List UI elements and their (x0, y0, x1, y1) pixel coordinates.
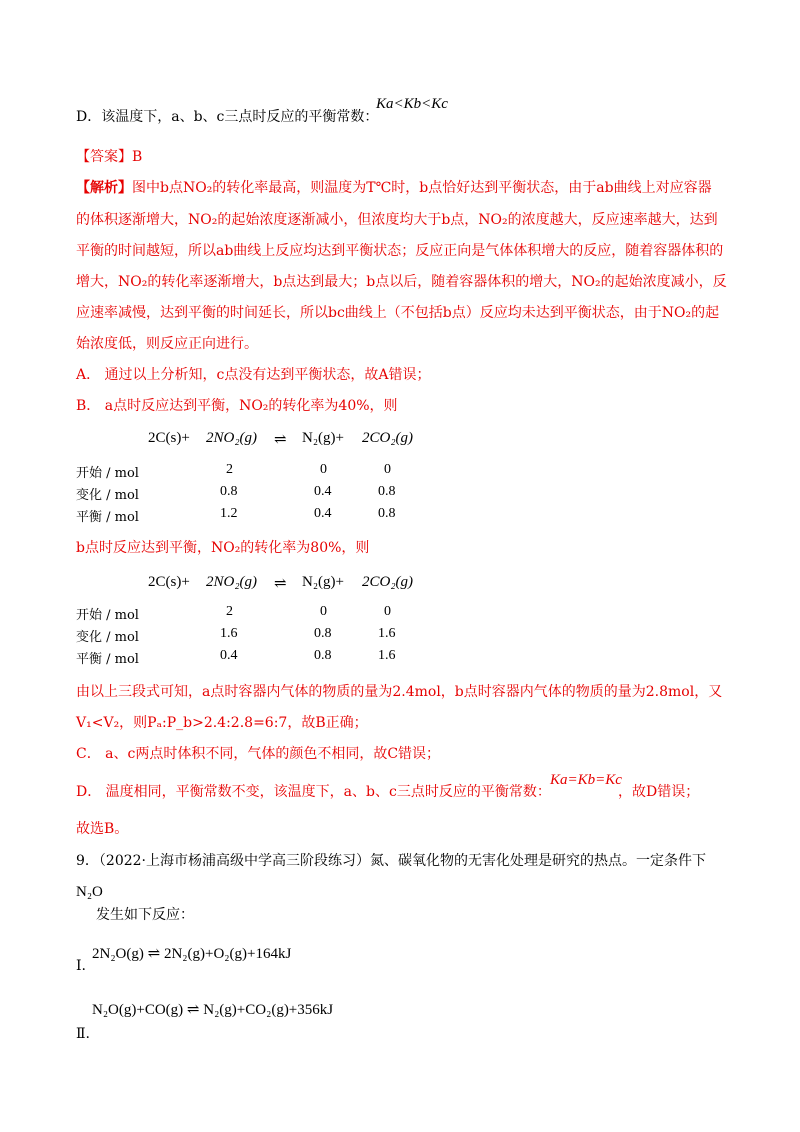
t2-label-0: 开始 / mol (76, 608, 139, 623)
t2-v1-2: 1.6 (378, 626, 396, 641)
t1-v0-2: 0 (384, 462, 391, 477)
reaction-1-label: Ⅰ. (76, 958, 86, 974)
t2-v0-1: 0 (320, 604, 327, 619)
eq2-c3: N₂(g)+ (302, 574, 345, 590)
q9-line-2: 发生如下反应： (96, 907, 194, 923)
option-d2-text: D． 温度相同，平衡常数不变，该温度下，a、b、c三点时反应的平衡常数： (76, 784, 551, 800)
option-d2-formula: Ka=Kb=Kc (550, 772, 622, 788)
option-d-text: D．该温度下，a、b、c三点时反应的平衡常数： (76, 109, 379, 125)
analysis-line-2: 的体积逐渐增大，NO₂的起始浓度逐渐减小，但浓度均大于b点，NO₂的浓度越大，反应速率越大，达到 (76, 212, 718, 228)
reaction-2-label: Ⅱ. (76, 1026, 90, 1042)
t2-v2-0: 0.4 (220, 648, 238, 663)
t1-v1-0: 0.8 (220, 484, 238, 499)
t2-v2-2: 1.6 (378, 648, 396, 663)
option-b-text: B． a点时反应达到平衡，NO₂的转化率为40%，则 (76, 398, 398, 414)
t1-v0-1: 0 (320, 462, 327, 477)
option-a-text: A． 通过以上分析知，c点没有达到平衡状态，故A错误； (76, 367, 431, 383)
t1-v1-2: 0.8 (378, 484, 396, 499)
t2-v1-0: 1.6 (220, 626, 238, 641)
t2-label-1: 变化 / mol (76, 630, 139, 645)
t1-label-2: 平衡 / mol (76, 510, 139, 525)
reaction-1: 2N₂O(g) ⇌ 2N₂(g)+O₂(g)+164kJ (92, 946, 292, 962)
eq2-c4: 2CO₂(g) (362, 574, 414, 590)
t2-v0-2: 0 (384, 604, 391, 619)
eq1-arrow: ⇌ (274, 432, 287, 448)
eq1-c2: 2NO₂(g) (206, 430, 258, 446)
conclusion-line-1: 由以上三段式可知，a点时容器内气体的物质的量为2.4mol，b点时容器内气体的物质的量为2.8mol，又 (76, 684, 723, 700)
analysis-line-4: 增大，NO₂的转化率逐渐增大，b点达到最大；b点以后，随着容器体积的增大，NO₂的起始浓度减小，反 (76, 274, 727, 290)
t1-label-0: 开始 / mol (76, 466, 139, 481)
eq1-c1: 2C(s)+ (148, 430, 190, 446)
q9-line-1: 9．（2022·上海市杨浦高级中学高三阶段练习）氮、碳氧化物的无害化处理是研究的热点。一定条件下 (76, 853, 706, 869)
answer-label: 【答案】B (76, 149, 143, 165)
t2-v2-1: 0.8 (314, 648, 332, 663)
t1-v2-0: 1.2 (220, 506, 238, 521)
t1-v0-0: 2 (226, 462, 233, 477)
analysis-line-5: 应速率减慢，达到平衡的时间延长，所以bc曲线上（不包括b点）反应均未达到平衡状态，由于NO₂的起 (76, 305, 720, 321)
eq1-c4: 2CO₂(g) (362, 430, 414, 446)
t2-v0-0: 2 (226, 604, 233, 619)
b-line-text: b点时反应达到平衡，NO₂的转化率为80%，则 (76, 540, 370, 556)
analysis-tag: 【解析】 (76, 180, 132, 196)
t1-v1-1: 0.4 (314, 484, 332, 499)
reaction-2: N₂O(g)+CO(g) ⇌ N₂(g)+CO₂(g)+356kJ (92, 1002, 334, 1018)
t1-label-1: 变化 / mol (76, 488, 139, 503)
t1-v2-2: 0.8 (378, 506, 396, 521)
analysis-line-1 (76, 178, 712, 198)
choose-text: 故选B。 (76, 821, 129, 837)
t1-v2-1: 0.4 (314, 506, 332, 521)
conclusion-line-2: V₁<V₂，则Pₐ:P_b>2.4:2.8=6:7，故B正确； (76, 715, 368, 731)
eq2-c2: 2NO₂(g) (206, 574, 258, 590)
option-c-text: C． a、c两点时体积不同，气体的颜色不相同，故C错误； (76, 746, 441, 762)
eq1-c3: N₂(g)+ (302, 430, 345, 446)
eq2-c1: 2C(s)+ (148, 574, 190, 590)
option-d2-tail: ，故D错误； (618, 784, 700, 800)
analysis-line-6: 始浓度低，则反应正向进行。 (76, 336, 258, 352)
t2-v1-1: 0.8 (314, 626, 332, 641)
option-d-formula: Ka<Kb<Kc (376, 96, 448, 112)
eq2-arrow: ⇌ (274, 576, 287, 592)
q9-n2o: N₂O (76, 884, 103, 900)
t2-label-2: 平衡 / mol (76, 652, 139, 667)
analysis-line-3: 平衡的时间越短，所以ab曲线上反应均达到平衡状态；反应正向是气体体积增大的反应，随着容器体积的 (76, 243, 724, 259)
analysis-text-1: 图中b点NO₂的转化率最高，则温度为T℃时，b点恰好达到平衡状态，由于ab曲线上对应容器 (132, 180, 712, 196)
